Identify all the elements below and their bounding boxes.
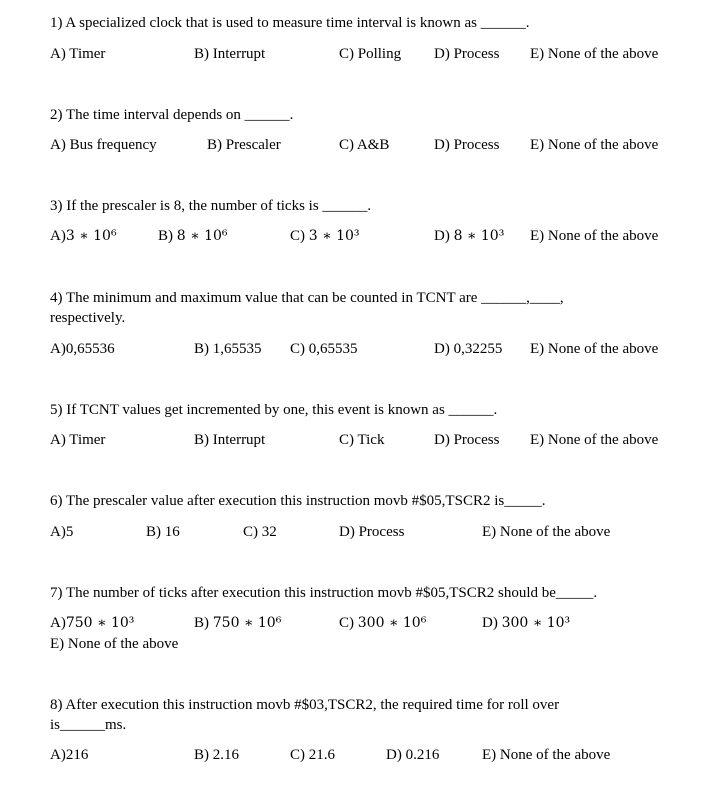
question-1-text: 1) A specialized clock that is used to measure time interval is known as ______. bbox=[50, 15, 530, 31]
question-4-option-e: E) None of the above bbox=[530, 341, 659, 357]
question-4-option-c: C) 0,65535 bbox=[290, 341, 358, 357]
question-4-text-line1: 4) The minimum and maximum value that can be counted in TCNT are ______,____, bbox=[50, 290, 564, 306]
option-prefix: C) bbox=[290, 228, 309, 244]
question-6-option-d: D) Process bbox=[339, 524, 405, 540]
math-expression: 750 ∗ 10³ bbox=[65, 615, 135, 631]
question-1-option-a: A) Timer bbox=[50, 46, 106, 62]
question-7-option-c bbox=[339, 614, 426, 632]
option-prefix: D) bbox=[482, 615, 502, 631]
question-8-option-b: B) 2.16 bbox=[194, 747, 239, 763]
question-4-option-d: D) 0,32255 bbox=[434, 341, 503, 357]
option-prefix: A) bbox=[50, 228, 66, 244]
question-2-option-b: B) Prescaler bbox=[207, 137, 281, 153]
math-expression: 300 ∗ 10⁶ bbox=[357, 615, 427, 631]
question-7-option-a bbox=[50, 614, 134, 632]
question-6-option-a: A)5 bbox=[50, 524, 74, 540]
question-4-text-line2: respectively. bbox=[50, 310, 126, 326]
question-8-text-line1: 8) After execution this instruction movb #$03,TSCR2, the required time for roll over bbox=[50, 697, 560, 713]
question-7-option-b bbox=[194, 614, 281, 632]
math-expression: 3 ∗ 10³ bbox=[308, 228, 360, 244]
question-7-text: 7) The number of ticks after execution this instruction movb #$05,TSCR2 should be_____. bbox=[50, 585, 598, 601]
math-expression: 8 ∗ 10⁶ bbox=[176, 228, 228, 244]
question-2-option-c: C) A&B bbox=[339, 137, 390, 153]
question-5-text: 5) If TCNT values get incremented by one, this event is known as ______. bbox=[50, 402, 498, 418]
question-4-option-b: B) 1,65535 bbox=[194, 341, 262, 357]
option-prefix: A) bbox=[50, 615, 66, 631]
question-1-option-b: B) Interrupt bbox=[194, 46, 266, 62]
option-prefix: B) bbox=[194, 615, 213, 631]
question-5-option-a: A) Timer bbox=[50, 432, 106, 448]
question-8-option-c: C) 21.6 bbox=[290, 747, 335, 763]
question-6-option-b: B) 16 bbox=[146, 524, 180, 540]
question-1-option-e: E) None of the above bbox=[530, 46, 659, 62]
question-3-option-d bbox=[434, 227, 504, 245]
math-expression: 750 ∗ 10⁶ bbox=[212, 615, 282, 631]
question-8-option-d: D) 0.216 bbox=[386, 747, 440, 763]
question-1-option-c: C) Polling bbox=[339, 46, 402, 62]
math-expression: 3 ∗ 10⁶ bbox=[65, 228, 117, 244]
question-1-option-d: D) Process bbox=[434, 46, 500, 62]
question-6-option-c: C) 32 bbox=[243, 524, 277, 540]
question-3-option-e: E) None of the above bbox=[530, 228, 659, 244]
question-5-option-e: E) None of the above bbox=[530, 432, 659, 448]
question-8-option-e: E) None of the above bbox=[482, 747, 611, 763]
question-2-option-e: E) None of the above bbox=[530, 137, 659, 153]
question-3-text: 3) If the prescaler is 8, the number of ticks is ______. bbox=[50, 198, 372, 214]
question-2-text: 2) The time interval depends on ______. bbox=[50, 107, 294, 123]
question-5-option-b: B) Interrupt bbox=[194, 432, 266, 448]
question-2-option-d: D) Process bbox=[434, 137, 500, 153]
question-7-option-d bbox=[482, 614, 570, 632]
question-3-option-c bbox=[290, 227, 360, 245]
option-prefix: B) bbox=[158, 228, 177, 244]
question-3-option-a bbox=[50, 227, 117, 245]
question-5-option-c: C) Tick bbox=[339, 432, 385, 448]
question-3-option-b bbox=[158, 227, 228, 245]
question-5-option-d: D) Process bbox=[434, 432, 500, 448]
math-expression: 300 ∗ 10³ bbox=[501, 615, 571, 631]
question-2-option-a: A) Bus frequency bbox=[50, 137, 157, 153]
question-6-text: 6) The prescaler value after execution this instruction movb #$05,TSCR2 is_____. bbox=[50, 493, 546, 509]
question-8-text-line2: is______ms. bbox=[50, 717, 127, 733]
question-6-option-e: E) None of the above bbox=[482, 524, 611, 540]
option-prefix: D) bbox=[434, 228, 454, 244]
math-expression: 8 ∗ 10³ bbox=[453, 228, 505, 244]
question-4-option-a: A)0,65536 bbox=[50, 341, 115, 357]
question-8-option-a: A)216 bbox=[50, 747, 89, 763]
option-prefix: C) bbox=[339, 615, 358, 631]
question-7-option-e: E) None of the above bbox=[50, 636, 179, 652]
